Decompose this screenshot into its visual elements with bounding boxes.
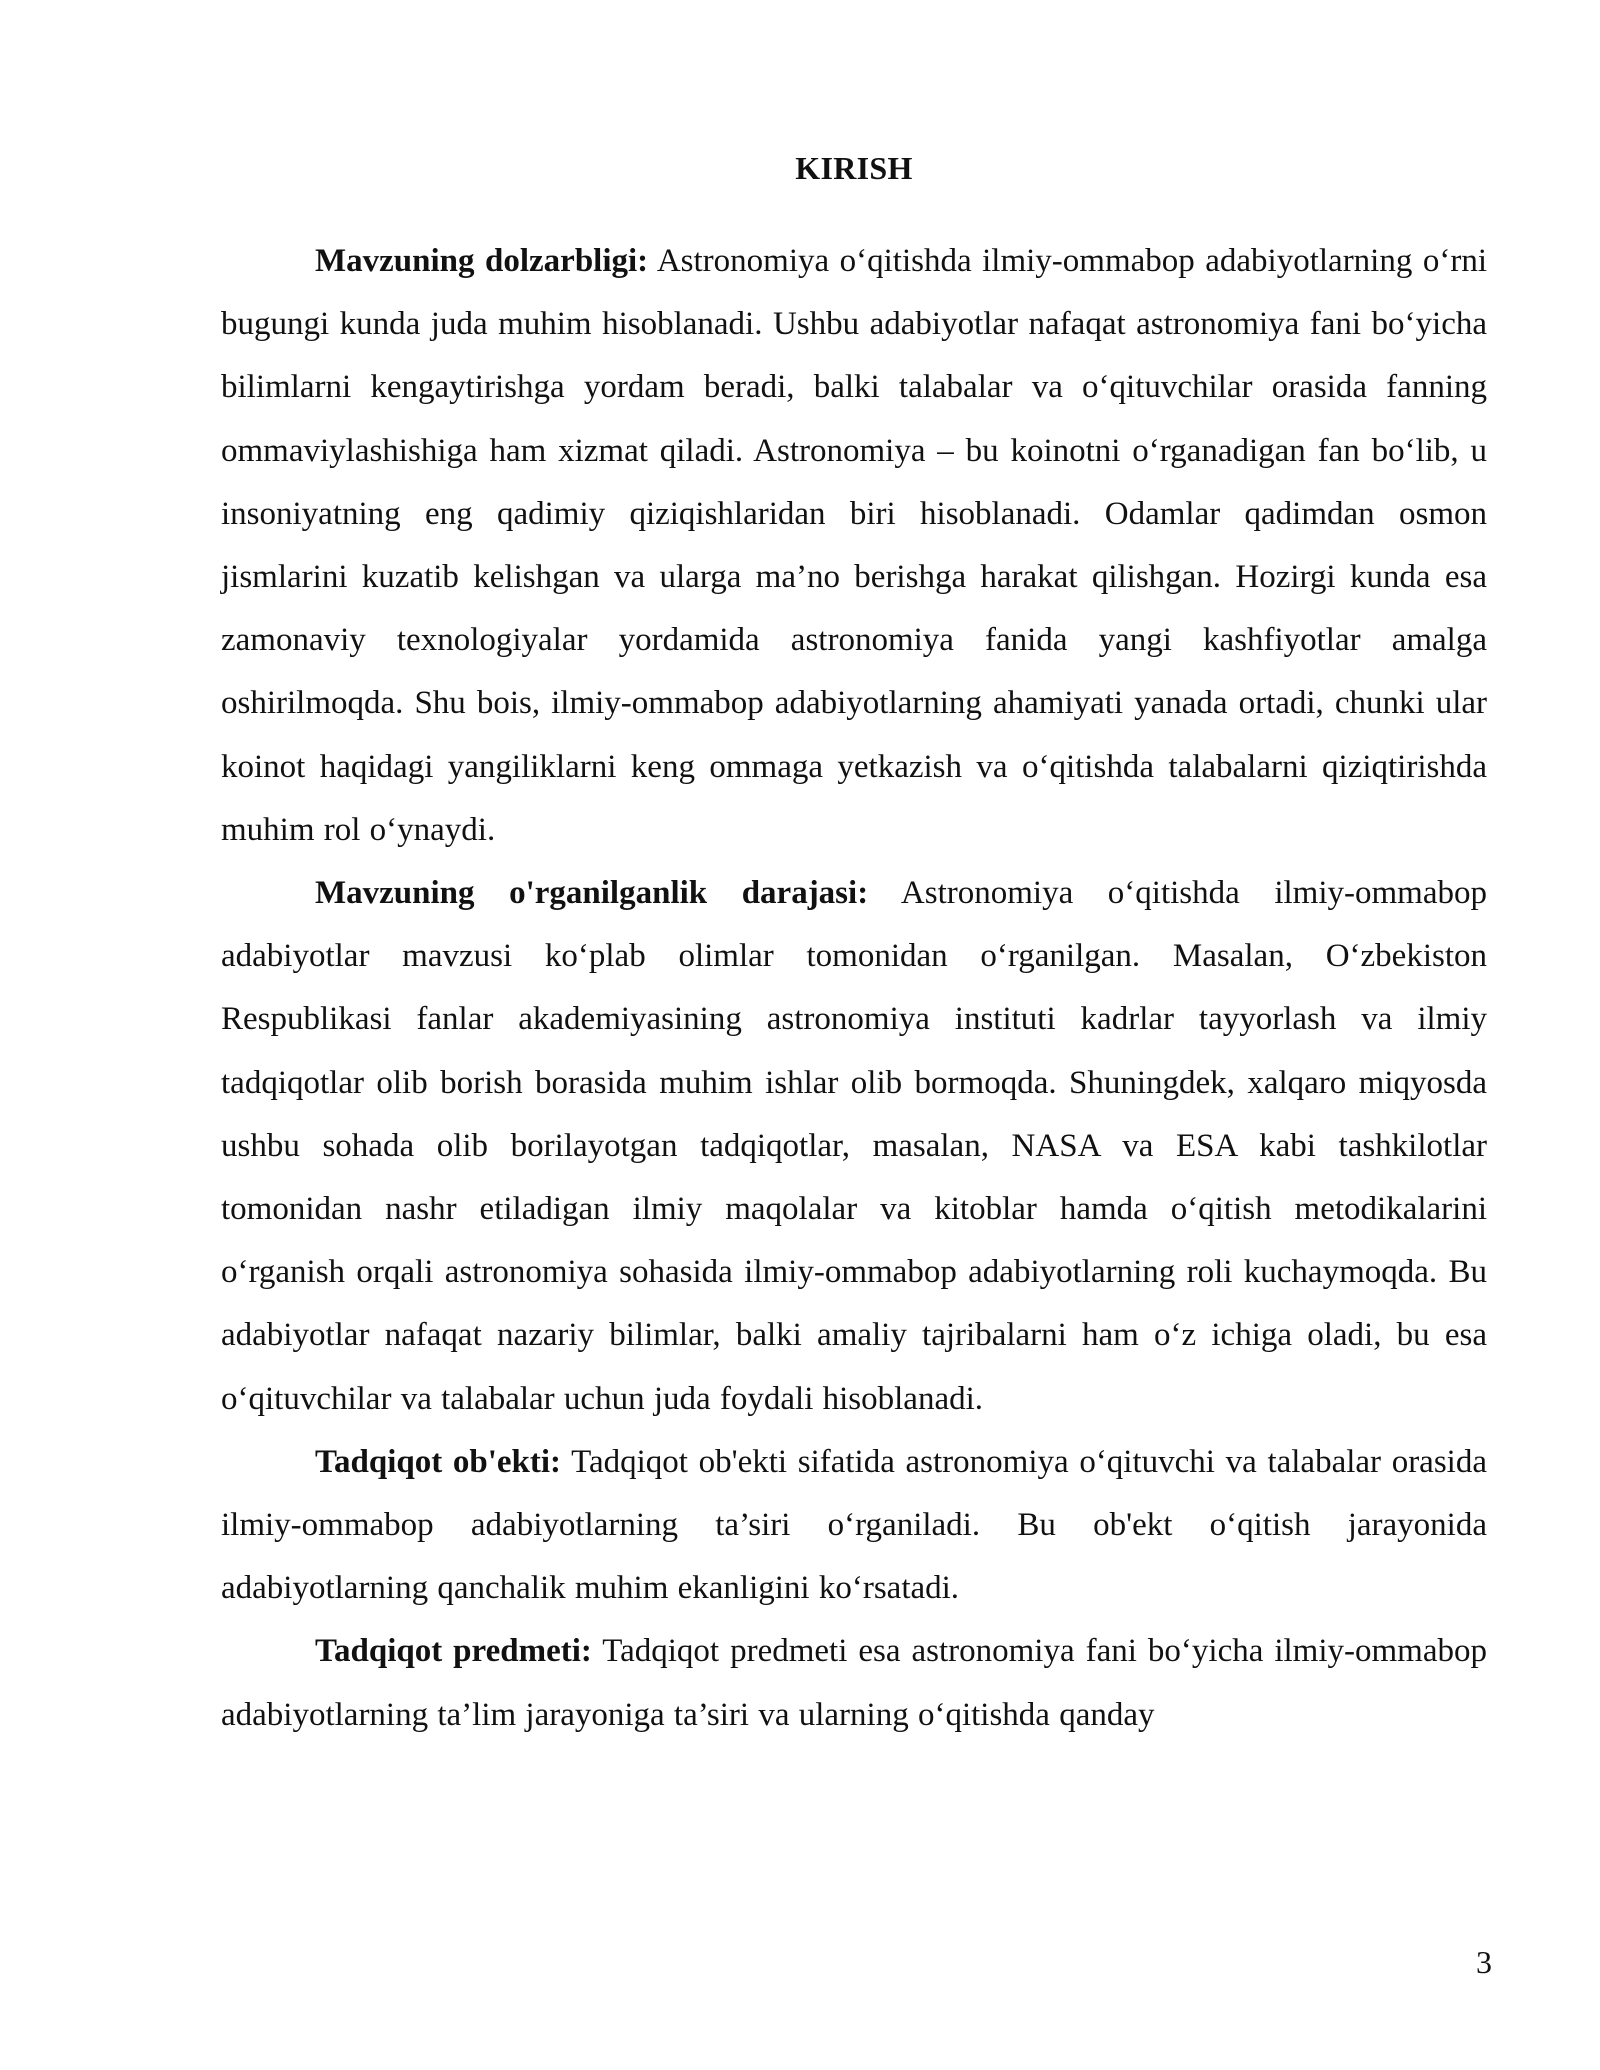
page-number: 3 — [1476, 1944, 1492, 1980]
paragraph-lead: Mavzuning o'rganilganlik darajasi: — [315, 875, 869, 912]
paragraph-research-subject — [221, 1620, 1487, 1746]
paragraph-lead: Tadqiqot ob'ekti: — [315, 1443, 562, 1480]
paragraph-study-level — [221, 862, 1487, 1431]
paragraph-research-object — [221, 1431, 1487, 1621]
paragraph-text: Astronomiya o‘qitishda ilmiy-ommabop adabiyotlar mavzusi ko‘plab olimlar tomonidan o‘rganilgan. Masalan, O‘zbekiston Respublikasi fanlar akademiyasining astronomiya instituti kadrlar tayyorlash va ilmiy tadqiqotlar olib borish borasida muhim ishlar olib bormoqda. Shuningdek, xalqaro miqyosda ushbu sohada olib borilayotgan tadqiqotlar, masalan, NASA va ESA kabi tashkilotlar tomonidan nashr etiladigan ilmiy maqolalar va kitoblar hamda o‘qitish metodikalarini o‘rganish orqali astronomiya sohasida ilmiy-ommabop adabiyotlarning roli kuchaymoqda. Bu adabiyotlar nafaqat nazariy bilimlar, balki amaliy tajribalarni ham o‘z ichiga oladi, bu esa o‘qituvchilar va talabalar uchun juda foydali hisoblanadi. — [221, 875, 1487, 1417]
page-title: KIRISH — [795, 150, 913, 186]
paragraph-text: Tadqiqot predmeti esa astronomiya fani bo‘yicha ilmiy-ommabop adabiyotlarning ta’lim jarayoniga ta’siri va ularning o‘qitishda qanday — [221, 1633, 1487, 1733]
paragraph-lead: Tadqiqot predmeti: — [315, 1633, 592, 1670]
document-page — [221, 148, 1487, 1747]
paragraph-relevance — [221, 230, 1487, 862]
paragraph-text: Astronomiya o‘qitishda ilmiy-ommabop adabiyotlarning o‘rni bugungi kunda juda muhim hisoblanadi. Ushbu adabiyotlar nafaqat astronomiya fani bo‘yicha bilimlarni kengaytirishga yordam beradi, balki talabalar va o‘qituvchilar orasida fanning ommaviylashishiga ham xizmat qiladi. Astronomiya – bu koinotni o‘rganadigan fan bo‘lib, u insoniyatning eng qadimiy qiziqishlaridan biri hisoblanadi. Odamlar qadimdan osmon jismlarini kuzatib kelishgan va ularga ma’no berishga harakat qilishgan. Hozirgi kunda esa zamonaviy texnologiyalar yordamida astronomiya fanida yangi kashfiyotlar amalga oshirilmoqda. Shu bois, ilmiy-ommabop adabiyotlarning ahamiyati yanada ortadi, chunki ular koinot haqidagi yangiliklarni keng ommaga yetkazish va o‘qitishda talabalarni qiziqtirishda muhim rol o‘ynaydi. — [221, 243, 1487, 848]
paragraph-text: Tadqiqot ob'ekti sifatida astronomiya o‘qituvchi va talabalar orasida ilmiy-ommabop adabiyotlarning ta’siri o‘rganiladi. Bu ob'ekt o‘qitish jarayonida adabiyotlarning qanchalik muhim ekanligini ko‘rsatadi. — [221, 1443, 1487, 1607]
paragraph-lead: Mavzuning dolzarbligi: — [315, 243, 649, 279]
